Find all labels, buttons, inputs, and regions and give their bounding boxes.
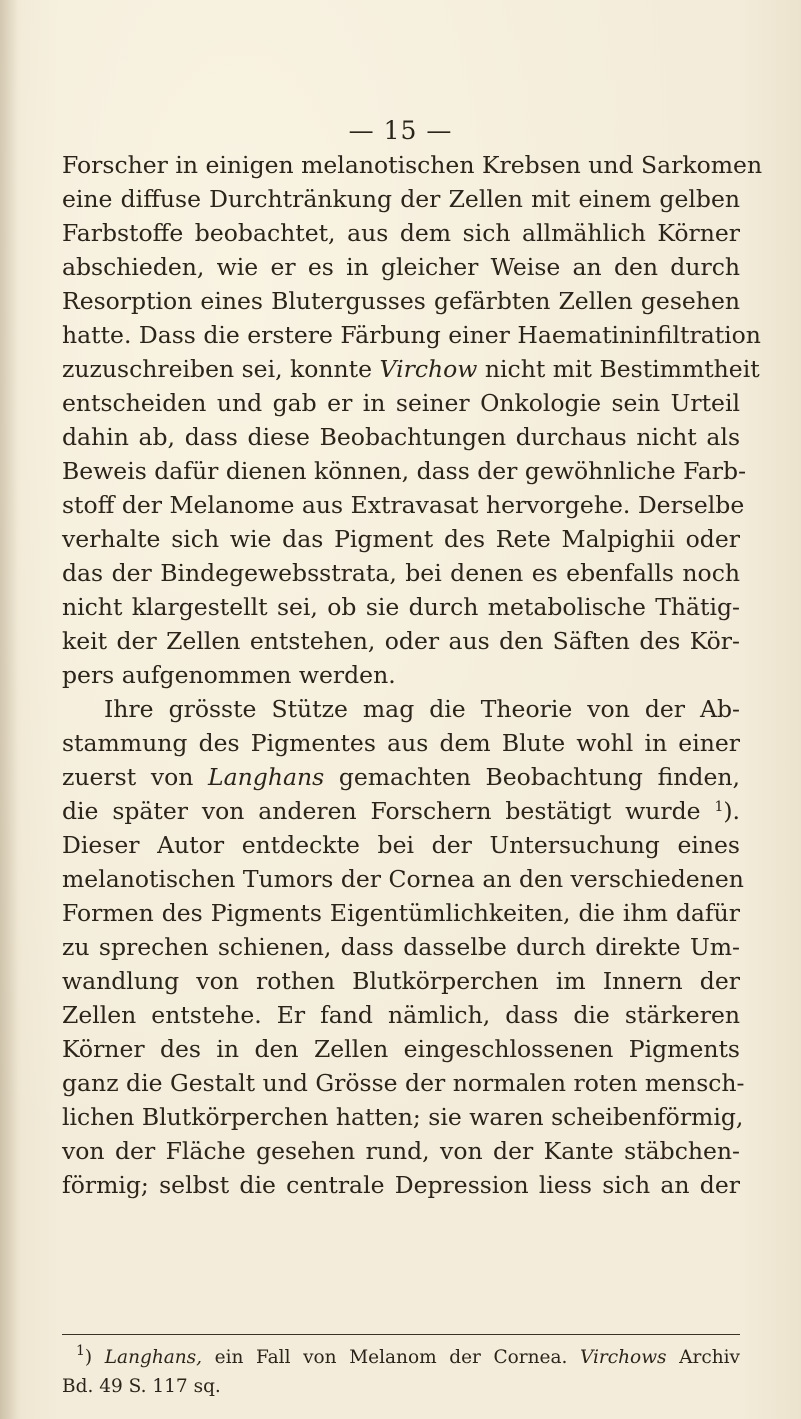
footnote-author: Langhans,	[104, 1347, 203, 1368]
footnote-line: $^1$) Langhans, ein Fall von Melanom der Cornea. Virchows Archiv	[76, 1343, 740, 1368]
author-name-virchow: Virchow	[379, 355, 478, 383]
text-line	[62, 352, 760, 386]
text-segment: zuzuschreiben sei, konnte	[62, 355, 373, 383]
text-line: das der Bindegewebsstrata, bei denen es ebenfalls noch	[62, 559, 740, 587]
text-line: melanotischen Tumors der Cornea an den verschiedenen	[62, 865, 744, 893]
footnote-journal-rest: Archiv	[679, 1347, 740, 1368]
footnote-marker: 1	[76, 1343, 85, 1359]
text-line: Körner des in den Zellen eingeschlossenen Pigments	[62, 1035, 740, 1063]
text-line: von der Fläche gesehen rund, von der Kante stäbchen-	[62, 1137, 740, 1165]
text-line: abschieden, wie er es in gleicher Weise an den durch	[62, 253, 740, 281]
text-line: stammung des Pigmentes aus dem Blute wohl in einer	[62, 729, 740, 757]
text-line: lichen Blutkörperchen hatten; sie waren scheibenförmig,	[62, 1103, 744, 1131]
text-line: zu sprechen schienen, dass dasselbe durch direkte Um-	[62, 933, 740, 961]
text-line: keit der Zellen entstehen, oder aus den Säften des Kör-	[62, 627, 740, 655]
author-name-langhans: Langhans	[208, 763, 325, 791]
text-segment: gemachten Beobachtung finden,	[338, 763, 740, 791]
text-line	[62, 760, 740, 794]
text-line: Resorption eines Blutergusses gefärbten Zellen gesehen	[62, 287, 740, 315]
text-segment: nicht mit Bestimmtheit	[484, 355, 760, 383]
text-line: dahin ab, dass diese Beobachtungen durchaus nicht als	[62, 423, 740, 451]
text-line: förmig; selbst die centrale Depression liess sich an der	[62, 1171, 740, 1199]
footnote-divider	[62, 1334, 740, 1335]
text-line: eine diffuse Durchtränkung der Zellen mit einem gelben	[62, 185, 740, 213]
text-line: Formen des Pigments Eigentümlichkeiten, die ihm dafür	[62, 899, 740, 927]
text-line: Dieser Autor entdeckte bei der Untersuchung eines	[62, 831, 740, 859]
text-line: nicht klargestellt sei, ob sie durch metabolische Thätig-	[62, 593, 740, 621]
text-line: stoff der Melanome aus Extravasat hervorgehe. Derselbe	[62, 491, 745, 519]
page-number: — 15 —	[348, 116, 453, 145]
text-line: Zellen entstehe. Er fand nämlich, dass die stärkeren	[62, 1001, 740, 1029]
text-segment: die später von anderen Forschern bestätigt wurde	[62, 797, 701, 825]
text-line: wandlung von rothen Blutkörperchen im Innern der	[62, 967, 740, 995]
footnote-ref: $^1$).	[714, 797, 740, 825]
footnote-journal: Virchows	[579, 1347, 667, 1368]
text-line: verhalte sich wie das Pigment des Rete Malpighii oder	[62, 525, 740, 553]
text-line: hatte. Dass die erstere Färbung einer Haematininfiltration	[62, 321, 761, 349]
footnote-reference: Bd. 49 S. 117 sq.	[62, 1376, 221, 1397]
text-segment: zuerst von	[62, 763, 194, 791]
text-line: Beweis dafür dienen können, dass der gewöhnliche Farb-	[62, 457, 747, 485]
text-line: Ihre grösste Stütze mag die Theorie von der Ab-	[104, 695, 740, 723]
text-line: Farbstoffe beobachtet, aus dem sich allmählich Körner	[62, 219, 740, 247]
footnote-title: ein Fall von Melanom der Cornea.	[214, 1347, 568, 1368]
text-line: entscheiden und gab er in seiner Onkologie sein Urteil	[62, 389, 740, 417]
text-line: ganz die Gestalt und Grösse der normalen roten mensch-	[62, 1069, 745, 1097]
page-gutter-shadow	[0, 0, 18, 1419]
text-line	[62, 794, 740, 828]
text-line: pers aufgenommen werden.	[62, 661, 396, 689]
text-line: Forscher in einigen melanotischen Krebsen und Sarkomen	[62, 151, 763, 179]
footnote-ref-marker: 1	[714, 799, 724, 815]
